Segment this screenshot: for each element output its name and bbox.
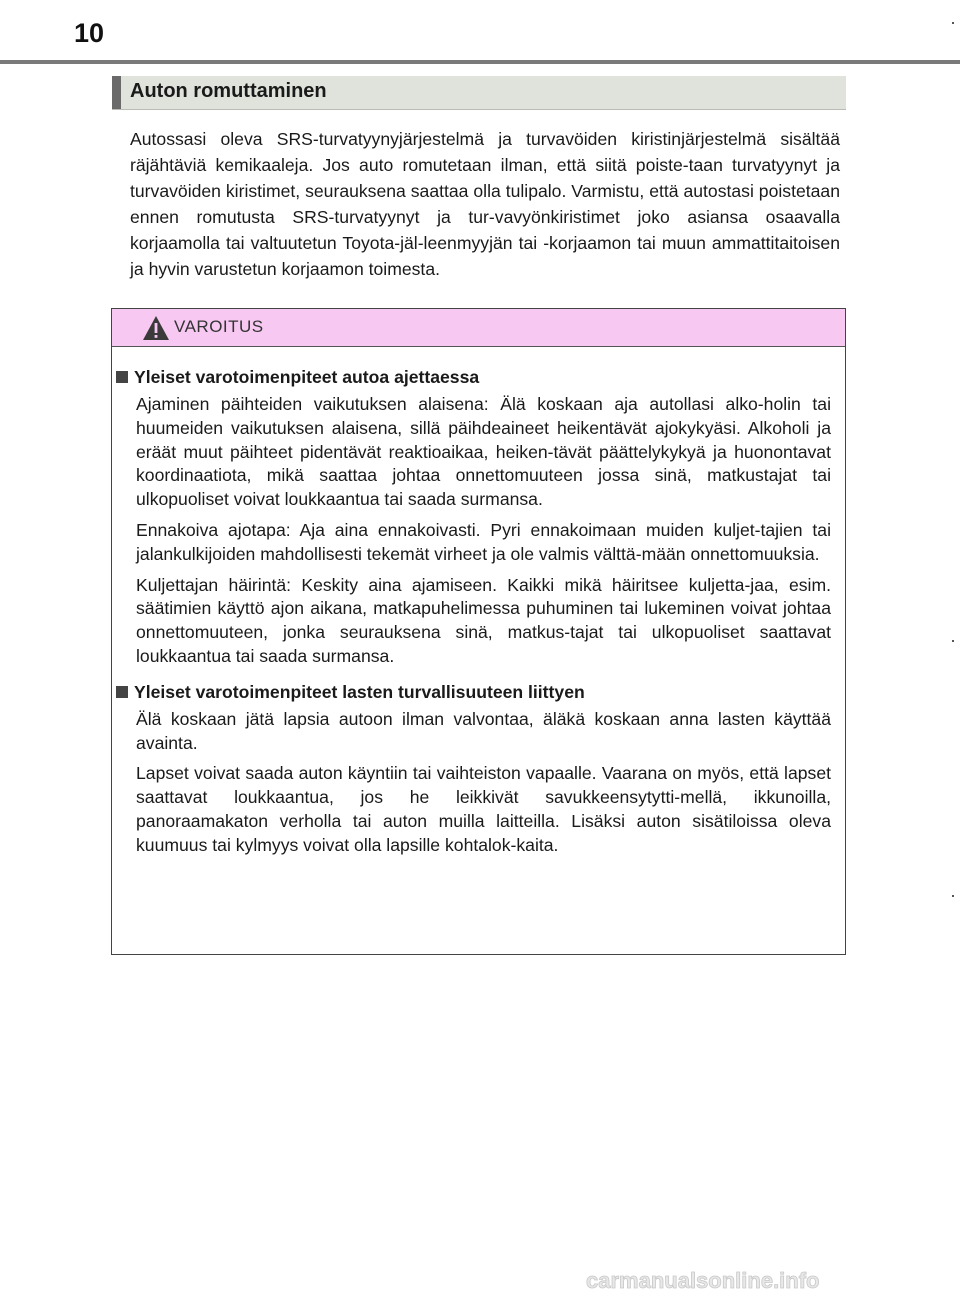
header-rule bbox=[0, 60, 960, 64]
edge-mark bbox=[952, 22, 954, 24]
edge-mark bbox=[952, 640, 954, 642]
edge-mark bbox=[952, 895, 954, 897]
section-body: Autossasi oleva SRS-turvatyynyjärjestelmä ja turvavöiden kiristinjärjestelmä sisältää räjähtäviä kemikaaleja. Jos auto romutetaan ilman, että siitä poiste-taan turvatyynyt ja turvavöiden kiristimet, seurauksena saattaa olla tulipalo. Varmistu, että autostasi poistetaan ennen romutusta SRS-turvatyynyt ja tur-vavyönkiristimet joko asiansa osaavalla korjaamolla tai valtuutetun Toyota-jäl-leenmyyjän tai -korjaamon tai muun ammattitaitoisen ja hyvin varustetun korjaamon toimesta. bbox=[130, 129, 840, 279]
warning-item-heading bbox=[112, 365, 831, 389]
section-title: Auton romuttaminen bbox=[130, 80, 327, 102]
square-bullet-icon bbox=[116, 686, 128, 698]
section-header-bar bbox=[112, 76, 121, 109]
warning-content bbox=[112, 347, 845, 858]
warning-item-heading-text: Yleiset varotoimenpiteet autoa ajettaessa bbox=[134, 367, 480, 387]
warning-paragraph: Kuljettajan häirintä: Keskity aina ajamiseen. Kaikki mikä häiritsee kuljetta-jaa, esim. säätimien käyttö ajon aikana, matkapuhelimessa puhuminen tai lukeminen voivat johtaa onnettomuuteen, jonka seurauksena sinä, matkus-tajat tai ulkopuoliset saattavat loukkaantua tai saada surmansa. bbox=[136, 574, 831, 666]
watermark bbox=[586, 1266, 946, 1296]
square-bullet-icon bbox=[116, 371, 128, 383]
warning-box bbox=[111, 308, 846, 955]
page-number: 10 bbox=[74, 18, 105, 48]
section-header bbox=[112, 76, 846, 110]
warning-paragraph: Älä koskaan jätä lapsia autoon ilman valvontaa, äläkä koskaan anna lasten käyttää avainta. bbox=[136, 708, 831, 753]
warning-paragraph: Ennakoiva ajotapa: Aja aina ennakoivasti. Pyri ennakoimaan muiden kuljet-tajien tai jalankulkijoiden mahdollisesti tekemät virheet ja ole valmis välttä-mään onnettomuuksia. bbox=[136, 519, 831, 564]
warning-paragraph: Lapset voivat saada auton käyntiin tai vaihteiston vapaalle. Vaarana on myös, että lapset saattavat loukkaantua, jos he leikkivät savukkeensytytti-mellä, ikkunoilla, panoraamakaton verholla tai auton muilla laitteilla. Lisäksi auton sisätiloissa oleva kuumuus tai kylmyys voivat olla lapsille kohtalok-kaita. bbox=[136, 763, 831, 855]
warning-paragraph: Ajaminen päihteiden vaikutuksen alaisena: Älä koskaan aja autollasi alko-holin tai huumeiden vaikutuksen alaisena, sillä päihdeaineet heikentävät ajokykyäsi. Alkoholi ja eräät muut päihteet pidentävät reaktioaikaa, heiken-tävät päättelykykyä ja huonontavat koordinaatiota, mikä saattaa johtaa onnettomuuteen jossa sinä, matkustajat tai ulkopuoliset voivat loukkaantua tai saada surmansa. bbox=[136, 394, 831, 510]
watermark-text: carmanualsonline.info bbox=[586, 1268, 820, 1293]
warning-item-heading bbox=[112, 680, 831, 704]
warning-label: VAROITUS bbox=[174, 317, 264, 336]
warning-item-heading-text: Yleiset varotoimenpiteet lasten turvallisuuteen liittyen bbox=[134, 681, 585, 702]
warning-header bbox=[112, 309, 845, 347]
warning-triangle-icon bbox=[142, 315, 170, 341]
